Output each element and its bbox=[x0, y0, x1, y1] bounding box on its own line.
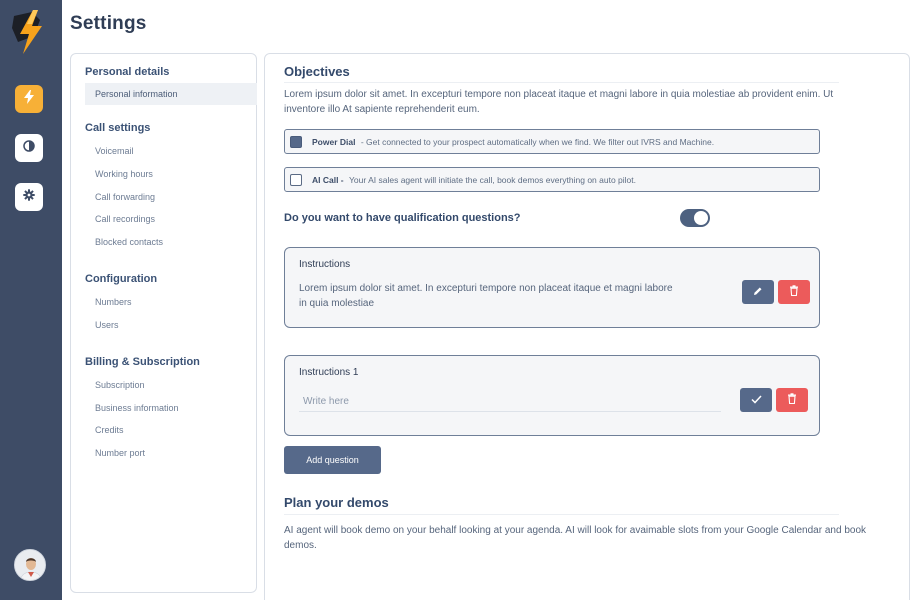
nav-item-numbers[interactable]: Numbers bbox=[95, 297, 132, 307]
power-dial-checkbox[interactable] bbox=[290, 136, 302, 148]
qualification-question: Do you want to have qualification questions? bbox=[284, 212, 521, 224]
objectives-title: Objectives bbox=[284, 64, 350, 79]
confirm-instruction-button[interactable] bbox=[740, 388, 772, 412]
power-dial-label: Power Dial bbox=[312, 136, 356, 147]
rail-analytics-button[interactable] bbox=[15, 134, 43, 162]
nav-section-call-settings: Call settings bbox=[85, 122, 151, 134]
option-power-dial[interactable] bbox=[284, 129, 820, 154]
power-dial-description: Get connected to your prospect automatically when we find. We filter out IVRS and Machine. bbox=[366, 136, 715, 147]
pie-chart-icon bbox=[23, 139, 35, 157]
rail-lightning-button[interactable] bbox=[15, 85, 43, 113]
nav-item-blocked-contacts[interactable]: Blocked contacts bbox=[95, 237, 164, 247]
delete-instruction-1-button[interactable] bbox=[776, 388, 808, 412]
settings-content bbox=[264, 53, 910, 600]
pencil-icon bbox=[753, 283, 763, 301]
instruction-text: Lorem ipsum dolor sit amet. In excepturi tempore non placeat itaque et magni labore in quia molestiae bbox=[299, 283, 673, 309]
lightning-icon bbox=[23, 90, 35, 109]
app-rail bbox=[0, 0, 62, 600]
instruction-1-title: Instructions 1 bbox=[299, 367, 359, 378]
power-dial-separator: - bbox=[358, 136, 367, 147]
nav-section-billing: Billing & Subscription bbox=[85, 356, 200, 368]
page-title: Settings bbox=[70, 13, 147, 34]
instruction-edit-card bbox=[284, 355, 820, 436]
objectives-divider bbox=[284, 82, 839, 83]
nav-item-number-port[interactable]: Number port bbox=[95, 448, 146, 458]
nav-section-configuration: Configuration bbox=[85, 273, 158, 285]
nav-item-users[interactable]: Users bbox=[95, 320, 119, 330]
delete-instruction-button[interactable] bbox=[778, 280, 810, 304]
nav-item-working-hours[interactable]: Working hours bbox=[95, 169, 153, 179]
ai-call-checkbox[interactable] bbox=[290, 174, 302, 186]
demos-divider bbox=[284, 514, 839, 515]
logo-icon bbox=[10, 10, 50, 54]
ai-call-description: Your AI sales agent will initiate the call, book demos everything on auto pilot. bbox=[349, 174, 637, 185]
edit-instruction-button[interactable] bbox=[742, 280, 774, 304]
nav-item-credits[interactable]: Credits bbox=[95, 425, 124, 435]
instruction-card bbox=[284, 247, 820, 328]
demos-description: AI agent will book demo on your behalf looking at your agenda. AI will look for avaimable slots from your Google Calendar and book demos. bbox=[284, 525, 867, 551]
user-avatar[interactable] bbox=[14, 549, 46, 581]
nav-item-voicemail[interactable]: Voicemail bbox=[95, 146, 134, 156]
gear-icon bbox=[23, 188, 35, 206]
nav-section-personal-details: Personal details bbox=[85, 66, 170, 78]
toggle-knob bbox=[694, 211, 708, 225]
check-icon bbox=[751, 391, 762, 409]
objectives-description: Lorem ipsum dolor sit amet. In excepturi tempore non placeat itaque et magni labore in quia molestiae ab provident enim. Ut inventore illo At sapiente reprehenderit eum. bbox=[284, 89, 834, 115]
trash-icon bbox=[787, 391, 797, 409]
nav-item-business-information[interactable]: Business information bbox=[95, 403, 179, 413]
add-question-button[interactable]: Add question bbox=[284, 446, 381, 474]
option-ai-call[interactable] bbox=[284, 167, 820, 192]
qualification-toggle[interactable] bbox=[680, 209, 710, 227]
nav-item-call-recordings[interactable]: Call recordings bbox=[95, 214, 156, 224]
trash-icon bbox=[789, 283, 799, 301]
instruction-input[interactable] bbox=[299, 392, 721, 412]
nav-item-subscription[interactable]: Subscription bbox=[95, 380, 145, 390]
instruction-title: Instructions bbox=[299, 259, 351, 270]
demos-title: Plan your demos bbox=[284, 495, 389, 510]
ai-call-label: AI Call - bbox=[312, 174, 344, 185]
nav-item-personal-information[interactable]: Personal information bbox=[85, 83, 257, 105]
nav-item-call-forwarding[interactable]: Call forwarding bbox=[95, 192, 156, 202]
rail-settings-button[interactable] bbox=[15, 183, 43, 211]
settings-nav bbox=[70, 53, 257, 593]
